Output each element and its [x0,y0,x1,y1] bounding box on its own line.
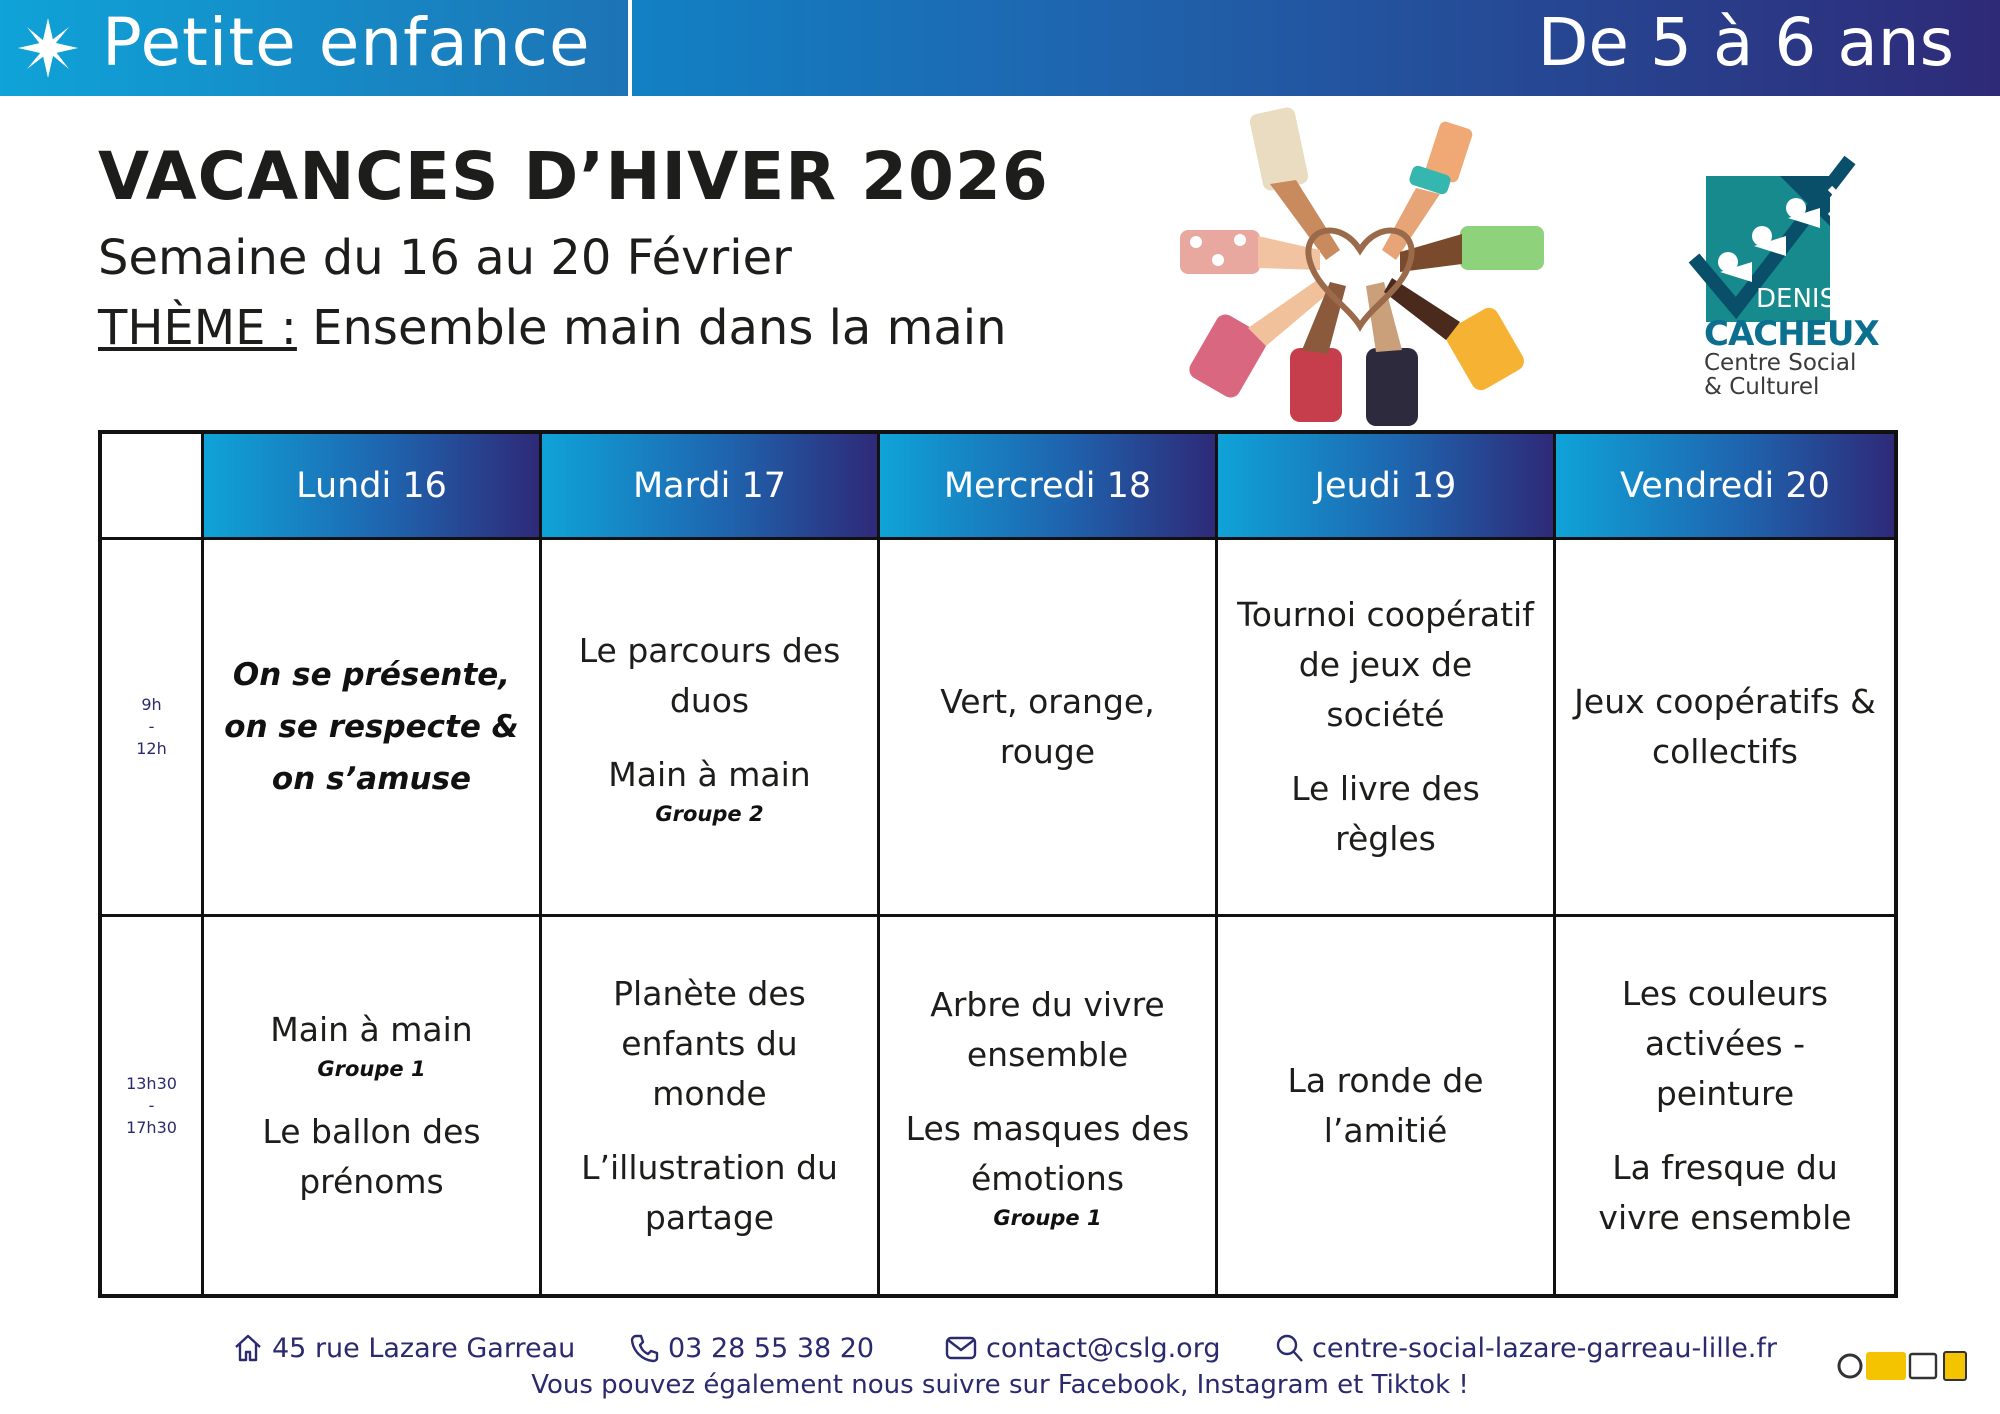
day-header-lundi: Lundi 16 [204,434,542,540]
website-text: centre-social-lazare-garreau-lille.fr [1312,1332,1777,1364]
age-range: De 5 à 6 ans [1537,4,1954,81]
cell-jeudi-morning [1218,540,1556,917]
group-label: Groupe 2 [655,802,764,826]
week-dates: Semaine du 16 au 20 Février [98,230,792,286]
cell-mardi-morning [542,540,880,917]
activity: Tournoi coopératif de jeux de société [1237,595,1534,734]
time-end: 17h30 [126,1117,177,1137]
theme-value: Ensemble main dans la main [296,300,1007,356]
address-text: 45 rue Lazare Garreau [272,1332,576,1364]
cell-lundi-afternoon [204,917,542,1294]
cell-jeudi-afternoon [1218,917,1556,1294]
logo-subtitle-2: & Culturel [1704,374,1820,400]
mail-icon [944,1332,978,1364]
time-start: 9h [141,695,162,714]
activity: Main à main [608,755,811,794]
email-text: contact@cslg.org [986,1332,1221,1364]
activity: La ronde de l’amitié [1287,1060,1484,1150]
cell-mardi-afternoon [542,917,880,1294]
activity: Jeux coopératifs & collectifs [1574,682,1876,771]
phone-icon [628,1332,660,1364]
cell-mercredi-afternoon [880,917,1218,1294]
recycling-sorting-logo [1836,1346,1976,1386]
activity: Vert, orange, rouge [940,682,1155,771]
activity: Les masques des émotions [905,1108,1190,1198]
header-divider [628,0,632,96]
social-follow-text: Vous pouvez également nous suivre sur Facebook, Instagram et Tiktok ! [531,1370,1469,1400]
table-corner [102,434,204,540]
home-icon [232,1332,264,1364]
group-label: Groupe 1 [317,1056,426,1081]
day-header-jeudi: Jeudi 19 [1218,434,1556,540]
time-end: 12h [136,739,167,758]
hands-heart-illustration [1170,100,1550,430]
time-separator: - [148,1095,155,1115]
time-start: 13h30 [126,1073,177,1093]
activity: Le parcours des duos [578,631,841,720]
theme-label: THÈME : [98,300,297,356]
centre-logo [1680,138,1880,398]
group-label: Groupe 1 [993,1205,1102,1230]
activity: Main à main [270,1009,473,1049]
phone-text: 03 28 55 38 20 [668,1332,875,1364]
logo-cacheux-text: CACHEUX [1704,314,1879,354]
theme-line [98,300,1007,356]
cell-mercredi-morning [880,540,1218,917]
page-title: VACANCES D’HIVER 2026 [98,138,1049,215]
logo-subtitle-1: Centre Social [1704,350,1857,376]
cell-lundi-morning [204,540,542,917]
cell-vendredi-morning [1556,540,1894,917]
time-morning [102,540,204,917]
time-afternoon [102,917,204,1294]
section-title: Petite enfance [102,4,591,81]
activity: Arbre du vivre ensemble [930,984,1165,1074]
footer-contact [0,1328,2000,1372]
footer-phone[interactable] [628,1328,874,1368]
activity: L’illustration du partage [581,1147,838,1237]
activity: Planète des enfants du monde [613,973,806,1113]
activity: Le ballon des prénoms [262,1111,481,1201]
search-icon [1274,1332,1304,1364]
day-header-mardi: Mardi 17 [542,434,880,540]
star-icon [16,16,80,80]
day-header-vendredi: Vendredi 20 [1556,434,1894,540]
activity: La fresque du vivre ensemble [1598,1147,1852,1237]
schedule-table [98,430,1898,1298]
footer-email[interactable] [944,1328,1220,1368]
logo-denise-text: DENISE [1756,284,1853,314]
footer-address [232,1328,575,1368]
footer-website[interactable] [1274,1328,1777,1368]
activity: On se présente, on se respecte & on s’amuse [224,657,519,797]
time-separator: - [148,717,155,736]
cell-vendredi-afternoon [1556,917,1894,1294]
day-header-mercredi: Mercredi 18 [880,434,1218,540]
activity: Le livre des règles [1291,769,1480,858]
activity: Les couleurs activées - peinture [1621,973,1829,1113]
